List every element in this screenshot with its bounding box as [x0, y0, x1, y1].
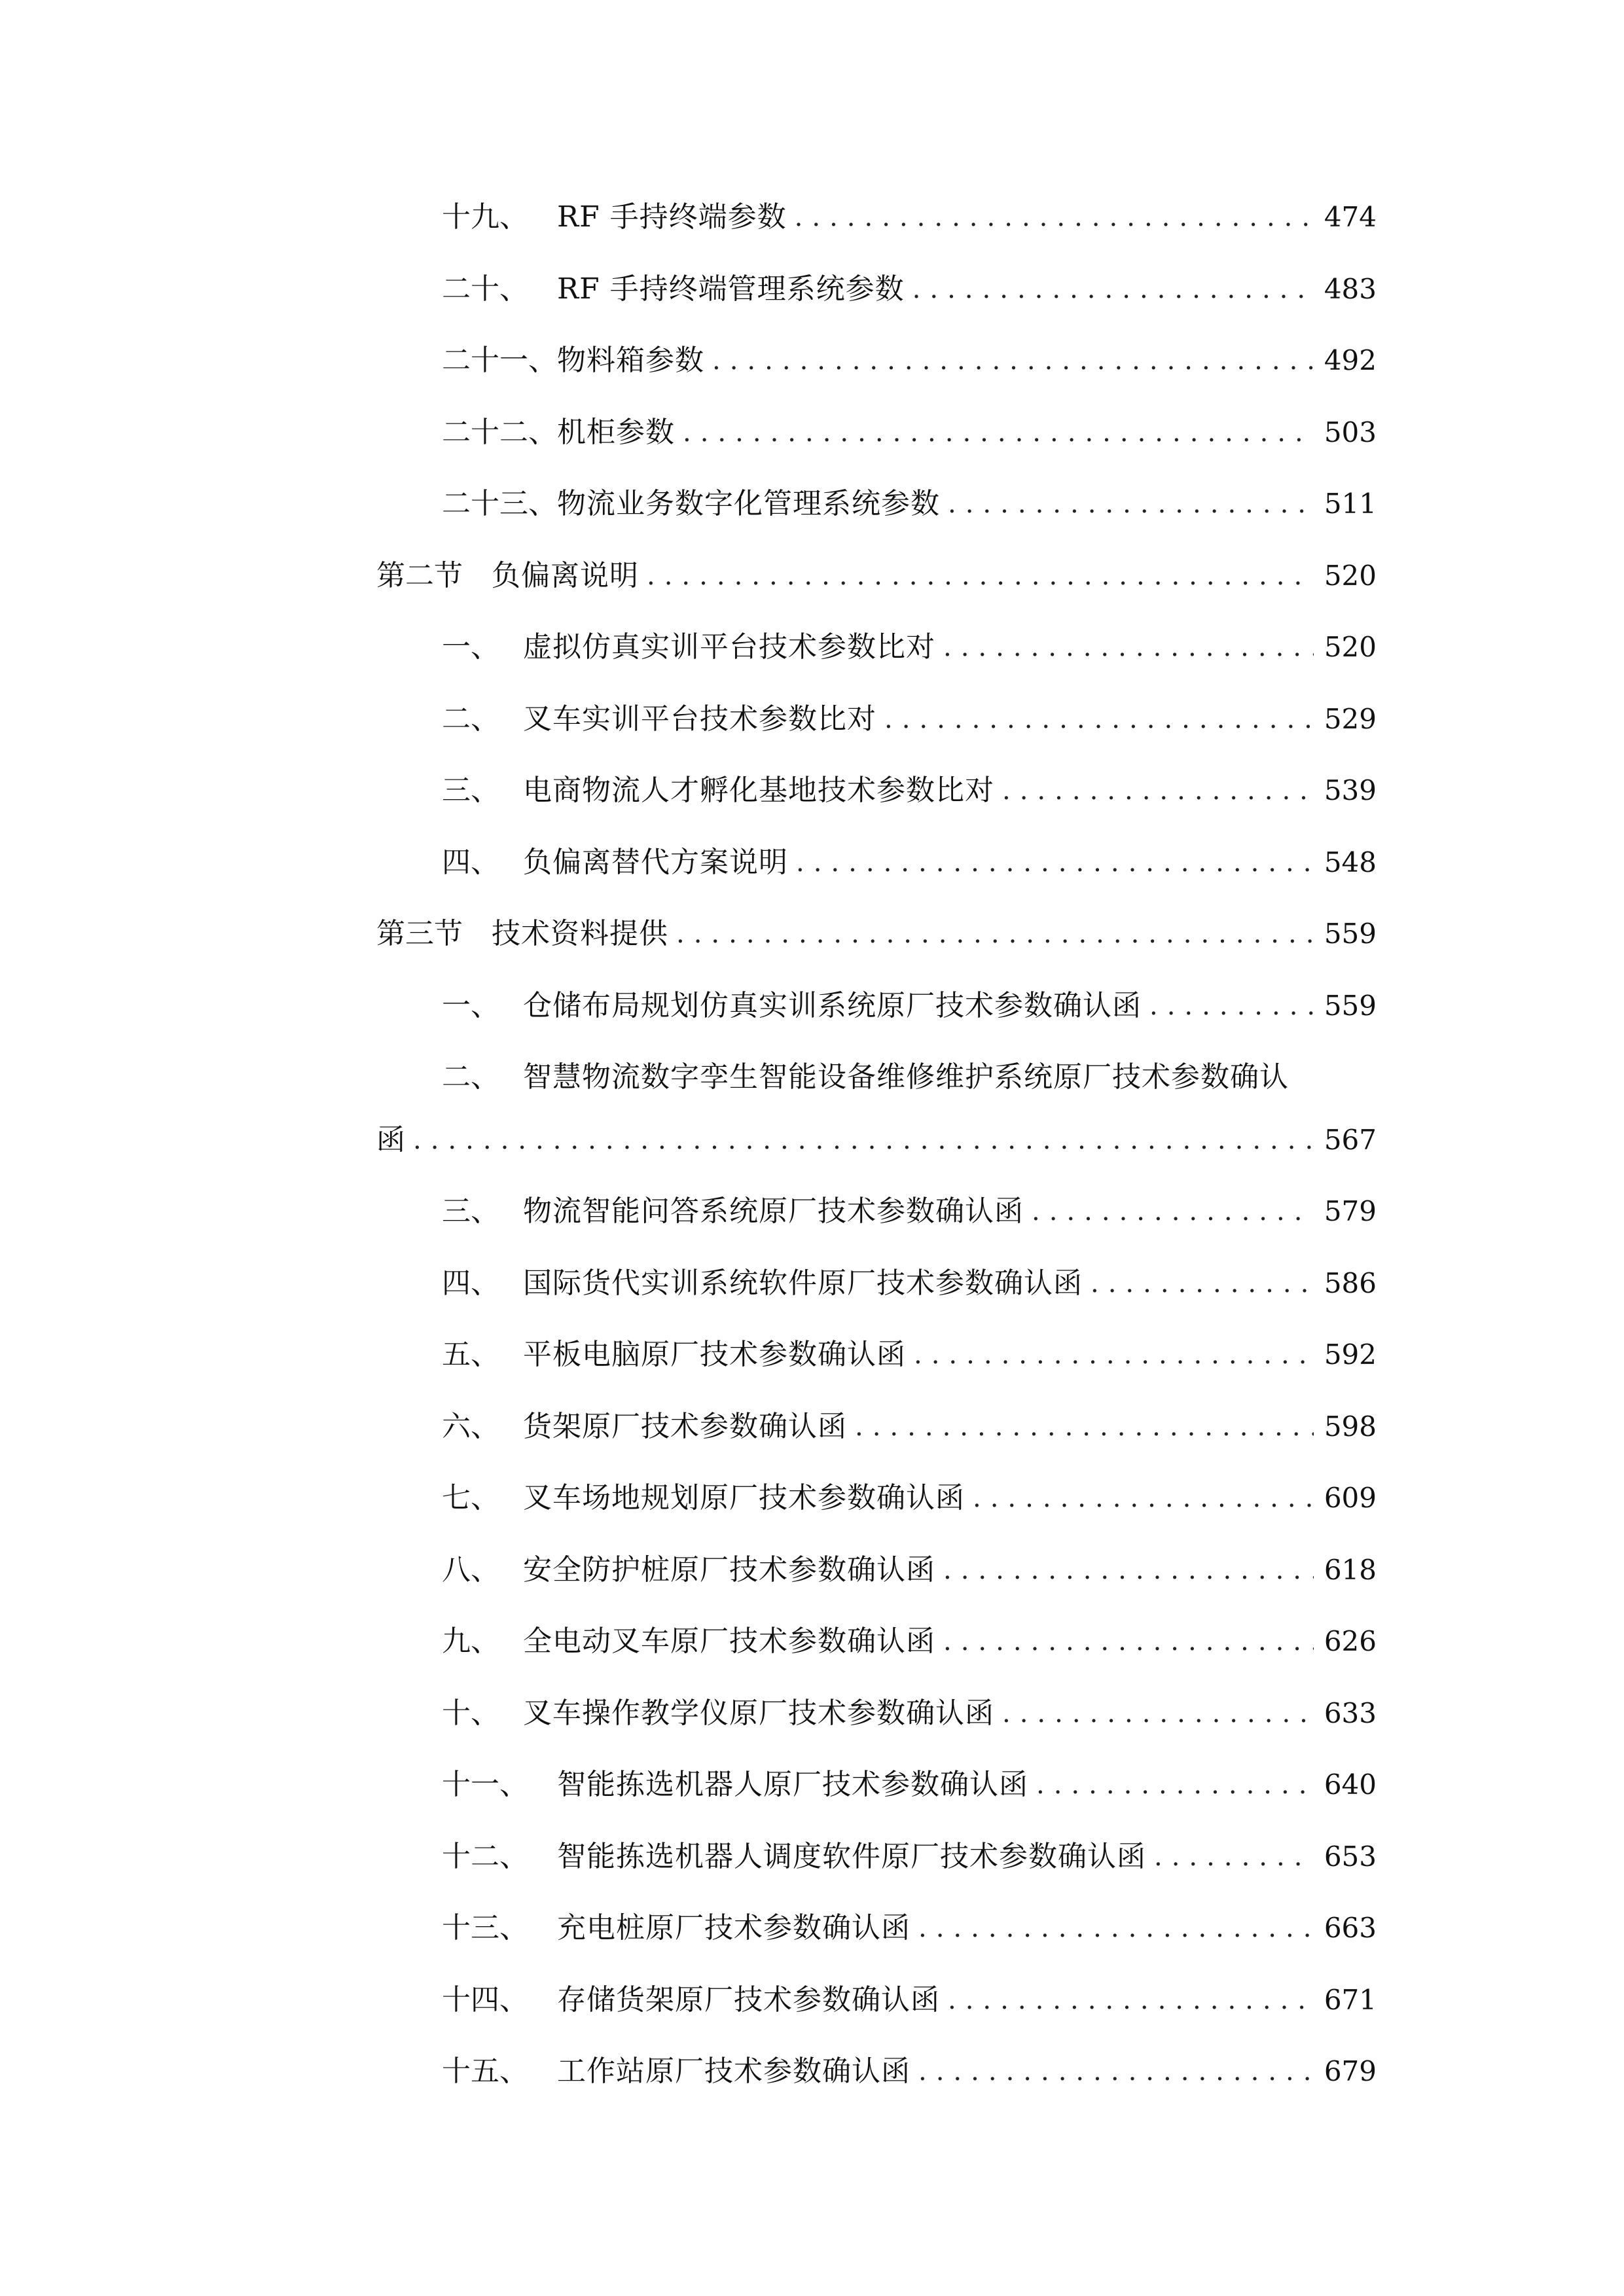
toc-entry[interactable] [442, 1185, 1377, 1238]
toc-entry[interactable] [442, 191, 1377, 243]
toc-entry-wrapped-line1[interactable] [442, 1051, 1377, 1103]
toc-entry-number: 七、 [442, 1481, 499, 1515]
toc-entry-number: 二、 [442, 702, 499, 736]
toc-entry-number: 十九、 [442, 200, 528, 234]
toc-entry-title: 智能拣选机器人原厂技术参数确认函 [557, 1768, 1028, 1801]
toc-entry-number: 五、 [442, 1338, 499, 1371]
toc-entry-page: 559 [1324, 918, 1377, 950]
toc-entry-page: 671 [1324, 1984, 1377, 2016]
toc-entry-title: 物料箱参数 [557, 344, 704, 377]
dot-leader [943, 1544, 1314, 1596]
dot-leader [884, 693, 1314, 745]
dot-leader [914, 1329, 1314, 1381]
toc-entry-title: 国际货代实训系统软件原厂技术参数确认函 [523, 1266, 1083, 1300]
toc-entry-page: 474 [1324, 201, 1377, 233]
toc-entry-number: 十四、 [442, 1983, 528, 2017]
toc-entry[interactable] [442, 478, 1377, 530]
toc-entry[interactable] [442, 1902, 1377, 1954]
toc-entry-number: 二、 [442, 1060, 499, 1094]
toc-entry-title: 工作站原厂技术参数确认函 [557, 2054, 911, 2088]
toc-entry[interactable] [442, 764, 1377, 817]
toc-entry-page: 492 [1324, 344, 1377, 376]
toc-entry-title: 物流智能问答系统原厂技术参数确认函 [523, 1194, 1024, 1228]
dot-leader [1091, 1257, 1314, 1310]
toc-entry[interactable] [442, 1759, 1377, 1811]
toc-entry-number: 九、 [442, 1624, 499, 1658]
toc-entry-title: 物流业务数字化管理系统参数 [557, 487, 940, 520]
dot-leader [1036, 1759, 1314, 1811]
toc-entry-page: 511 [1324, 488, 1377, 520]
toc-entry[interactable] [442, 263, 1377, 315]
toc-section-title: 技术资料提供 [492, 917, 668, 950]
toc-entry-title-continued: 函 [376, 1123, 405, 1157]
toc-entry-title: 平板电脑原厂技术参数确认函 [523, 1338, 906, 1371]
toc-entry-page: 520 [1324, 560, 1377, 592]
toc-entry-page: 626 [1324, 1625, 1377, 1657]
toc-entry-page: 679 [1324, 2055, 1377, 2087]
dot-leader [795, 191, 1314, 243]
toc-entry[interactable] [442, 1974, 1377, 2026]
toc-entry-number: 三、 [442, 774, 499, 807]
toc-entry-page: 586 [1324, 1267, 1377, 1299]
toc-entry-page: 539 [1324, 774, 1377, 806]
toc-entry-title: 仓储布局规划仿真实训系统原厂技术参数确认函 [523, 989, 1142, 1022]
toc-entry-number: 四、 [442, 846, 499, 879]
toc-entry-page: 592 [1324, 1338, 1377, 1371]
toc-entry-page: 520 [1324, 631, 1377, 663]
toc-entry-number: 十五、 [442, 2054, 528, 2088]
toc-entry-page: 663 [1324, 1912, 1377, 1944]
dot-leader [1002, 764, 1314, 817]
toc-entry[interactable] [442, 334, 1377, 387]
dot-leader [647, 550, 1314, 602]
toc-entry[interactable] [442, 1544, 1377, 1596]
toc-entry-page: 640 [1324, 1768, 1377, 1801]
toc-entry-number: 十二、 [442, 1840, 528, 1873]
dot-leader [796, 836, 1314, 889]
dot-leader [1002, 1687, 1314, 1740]
toc-entry-page: 618 [1324, 1554, 1377, 1586]
toc-entry[interactable] [442, 1329, 1377, 1381]
toc-entry-page: 598 [1324, 1410, 1377, 1443]
toc-entry-title: 智慧物流数字孪生智能设备维修维护系统原厂技术参数确认 [523, 1060, 1289, 1094]
dot-leader [1154, 1831, 1314, 1883]
dot-leader [943, 621, 1314, 673]
dot-leader [683, 406, 1314, 459]
dot-leader [918, 2045, 1314, 2098]
toc-entry-page: 503 [1324, 416, 1377, 448]
toc-entry[interactable] [442, 1401, 1377, 1453]
dot-leader [712, 334, 1314, 387]
toc-entry-number: 二十二、 [442, 416, 557, 449]
toc-entry[interactable] [442, 1687, 1377, 1740]
toc-entry[interactable] [442, 1615, 1377, 1668]
toc-entry-number: 一、 [442, 630, 499, 664]
dot-leader [918, 1902, 1314, 1954]
toc-entry-number: 二十、 [442, 272, 528, 306]
toc-entry-number: 十一、 [442, 1768, 528, 1801]
dot-leader [413, 1114, 1314, 1166]
toc-entry[interactable] [442, 406, 1377, 459]
toc-entry-page: 653 [1324, 1840, 1377, 1873]
dot-leader [676, 908, 1314, 960]
toc-entry-number: 一、 [442, 989, 499, 1022]
toc-section-entry[interactable] [376, 550, 1377, 602]
dot-leader [948, 1974, 1314, 2026]
toc-entry-title: 叉车场地规划原厂技术参数确认函 [523, 1481, 965, 1515]
toc-entry[interactable] [442, 1831, 1377, 1883]
dot-leader [912, 263, 1314, 315]
dot-leader [973, 1472, 1314, 1524]
dot-leader [943, 1615, 1314, 1668]
toc-section-number: 第二节 [376, 559, 463, 592]
toc-entry-number: 四、 [442, 1266, 499, 1300]
toc-entry-number: 六、 [442, 1410, 499, 1443]
toc-entry[interactable] [442, 621, 1377, 673]
toc-section-entry[interactable] [376, 908, 1377, 960]
toc-entry-title: 货架原厂技术参数确认函 [523, 1410, 847, 1443]
toc-entry-title: 存储货架原厂技术参数确认函 [557, 1983, 940, 2017]
toc-entry[interactable] [442, 980, 1377, 1032]
toc-entry-number: 二十一、 [442, 344, 557, 377]
toc-entry-title: 机柜参数 [557, 416, 675, 449]
toc-entry-page: 559 [1324, 990, 1377, 1022]
toc-entry-title: 充电桩原厂技术参数确认函 [557, 1911, 911, 1945]
toc-entry[interactable] [442, 836, 1377, 889]
dot-leader [948, 478, 1314, 530]
toc-entry-title: 叉车实训平台技术参数比对 [523, 702, 876, 736]
toc-entry-title: 负偏离替代方案说明 [523, 846, 788, 879]
toc-entry[interactable] [442, 2045, 1377, 2098]
toc-entry-wrapped-line2[interactable] [376, 1114, 1377, 1166]
toc-entry-page: 548 [1324, 846, 1377, 878]
dot-leader [1032, 1185, 1314, 1238]
dot-leader [1149, 980, 1314, 1032]
toc-entry[interactable] [442, 1472, 1377, 1524]
toc-section-number: 第三节 [376, 917, 463, 950]
toc-entry-title: RF 手持终端参数 [557, 200, 787, 234]
toc-entry-title: 智能拣选机器人调度软件原厂技术参数确认函 [557, 1840, 1146, 1873]
toc-entry-page: 567 [1324, 1124, 1377, 1156]
toc-entry[interactable] [442, 1257, 1377, 1310]
dot-leader [855, 1401, 1314, 1453]
toc-entry-number: 二十三、 [442, 487, 557, 520]
toc-entry-number: 八、 [442, 1553, 499, 1587]
toc-entry[interactable] [442, 693, 1377, 745]
toc-entry-page: 633 [1324, 1697, 1377, 1729]
toc-entry-page: 529 [1324, 703, 1377, 735]
toc-section-title: 负偏离说明 [492, 559, 639, 592]
toc-entry-title: 虚拟仿真实训平台技术参数比对 [523, 630, 935, 664]
toc-entry-number: 十、 [442, 1696, 499, 1730]
toc-entry-page: 609 [1324, 1482, 1377, 1514]
toc-entry-title: 安全防护桩原厂技术参数确认函 [523, 1553, 935, 1587]
toc-entry-title: 电商物流人才孵化基地技术参数比对 [523, 774, 994, 807]
toc-entry-title: 全电动叉车原厂技术参数确认函 [523, 1624, 935, 1658]
toc-entry-page: 483 [1324, 273, 1377, 305]
toc-entry-number: 三、 [442, 1194, 499, 1228]
toc-entry-title: 叉车操作教学仪原厂技术参数确认函 [523, 1696, 994, 1730]
toc-entry-number: 十三、 [442, 1911, 528, 1945]
toc-entry-page: 579 [1324, 1195, 1377, 1227]
toc-entry-title: RF 手持终端管理系统参数 [557, 272, 905, 306]
